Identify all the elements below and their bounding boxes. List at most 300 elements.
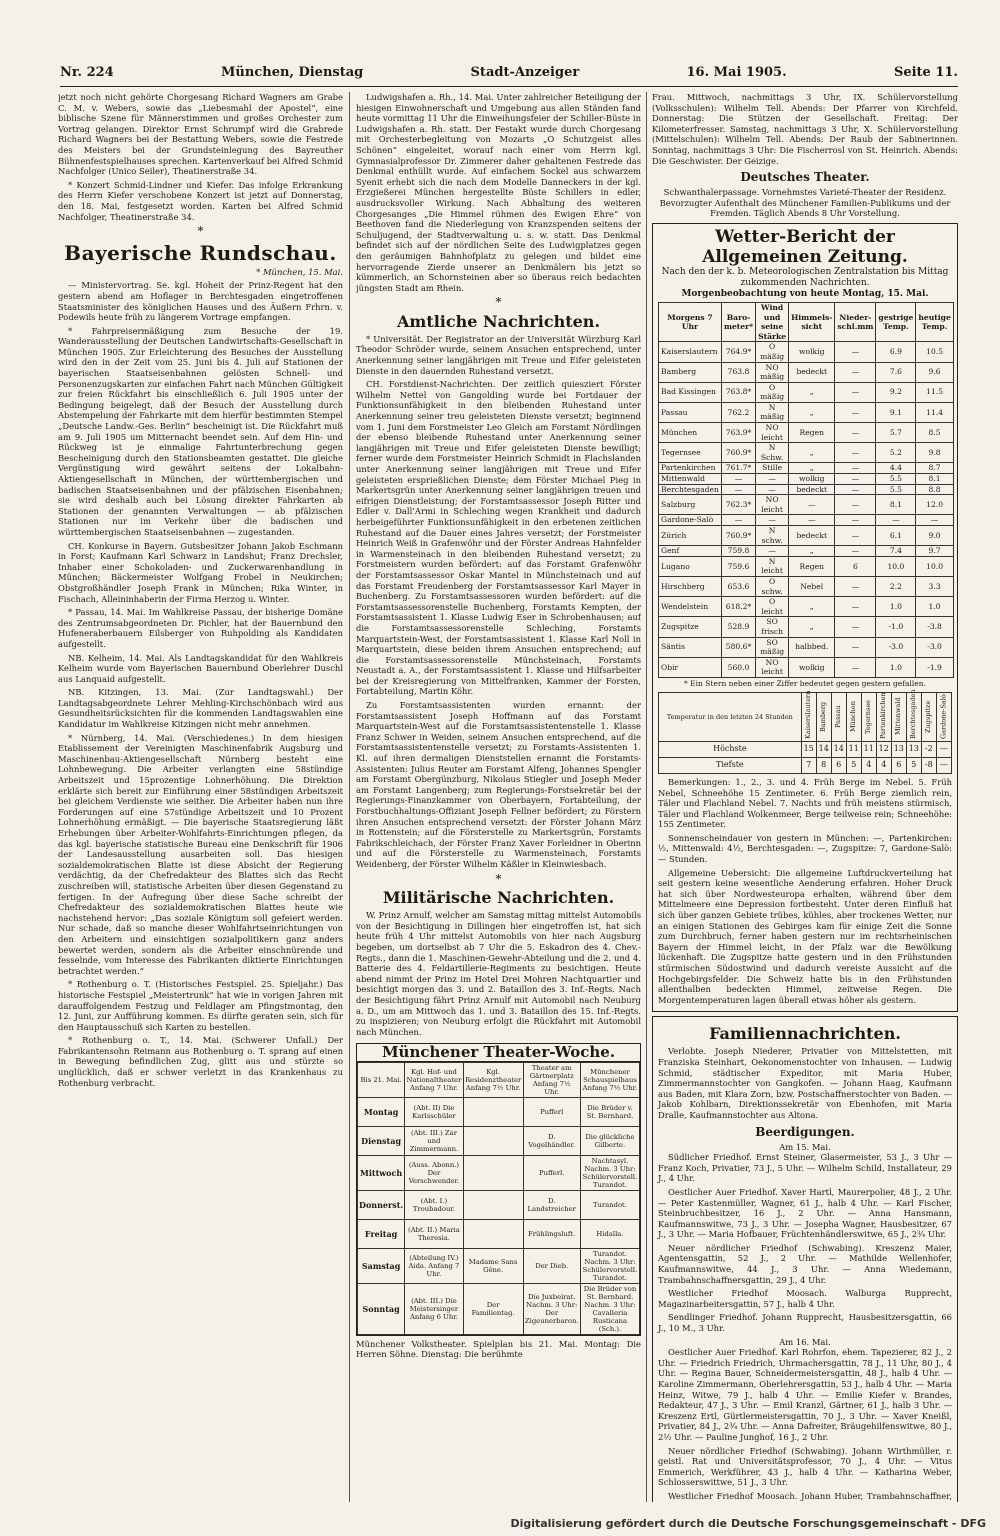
funerals-title: Beerdigungen. — [755, 1124, 855, 1139]
table-cell — [463, 1097, 523, 1126]
table-cell: 10.5 — [916, 342, 953, 362]
table-cell: Die Brüder von St. Bernhard. Nachm. 3 Uhr: Cavalleria Rusticana (Sch.). — [580, 1283, 639, 1334]
table-cell: „ — [789, 546, 835, 557]
table-cell: — — [835, 342, 876, 362]
table-cell: — — [835, 637, 876, 657]
table-cell: Temperatur in den letzten 24 Stunden — [659, 692, 802, 741]
table-cell: — — [835, 423, 876, 443]
article-text: Ludwigshafen a. Rh., 14. Mai. Unter zahlreicher Beteiligung der hiesigen Einwohnerschaft und Umgebung aus allen Ständen fand heute vormittag 11 Uhr die Einweihungsfeier der Schiller-Büste in Ludwigshafen a. Rh. statt. Der Festakt wurde durch Chorgesang mit Orchesterbegleitung von Mozarts „O Schutzgeist alles Schönen“ eingeleitet, worauf nach einer vom Herrn kgl. Gymnasialprofessor Dr. Zimmerer daher gehaltenen Festrede das Denkmal enthüllt wurde. Auf einfachem Sockel aus schwarzem Syenit erhebt sich die nach dem Modelle Danneckers in der kgl. Erzgießerei München hergestellte Büste Schillers in edler, ausdrucksvoller Wirkung. Nach Abhaltung des weiteren Chorgesanges „Die Himmel rühmen des Ewigen Ehre“ von Beethoven fand die Niederlegung von Kranzspenden seitens der Schuljugend, der Stadtverwaltung u. s. w. statt. Das Denkmal befindet sich auf der nördlichen Seite des Ludwigplatzes gegen den geräumigen Bahnhofplatz zu gelegen und bildet eine hervorragende Zierde unserer an Denkmälern bis jetzt so kümmerlich, an Schornsteinen aber so überaus reich bedachten jüngsten Stadt am Rhein. — [356, 92, 641, 293]
table-row — [358, 1283, 640, 1334]
table-cell: Regen — [789, 423, 835, 443]
table-header: gestrige Temp. — [876, 302, 916, 341]
table-cell: 763.9* — [721, 423, 755, 443]
table-cell: wolkig — [789, 657, 835, 677]
station-cell: Wendelstein — [659, 597, 722, 617]
weekday-cell: Donnerst. — [358, 1190, 405, 1219]
table-row — [358, 1155, 640, 1190]
table-cell: Die Brüder v. St. Bernhard. — [580, 1097, 639, 1126]
table-cell: 764.9* — [721, 342, 755, 362]
digitization-footer: Digitalisierung gefördert durch die Deutsche Forschungsgemeinschaft - DFG — [510, 1517, 986, 1530]
station-cell: Genf — [659, 546, 722, 557]
city-date: München, Dienstag — [221, 64, 364, 80]
article-text: * Passau, 14. Mai. Im Wahlkreise Passau, der bisherige Domäne des Zentrumsabgeordneten Dr. Pichler, hat der Bauernbund den Hufeneraberbauern Eilsberger von Ruhpolding als Kandidaten aufgestellt. — [58, 607, 343, 649]
table-cell: (Abt. I.) Troubadour. — [405, 1190, 463, 1219]
table-cell: Pufferl. — [523, 1155, 580, 1190]
table-cell: Hidalla. — [580, 1219, 639, 1248]
weather-subtitle: Nach den der k. b. Meteorologischen Zentralstation bis Mittag zukommenden Nachrichten. — [661, 266, 949, 288]
table-cell: — — [835, 597, 876, 617]
volkstheater-text: Münchener Volkstheater. Spielplan bis 21. Mai. Montag: Die Herren Söhne. Dienstag: Die berühmte — [356, 1338, 641, 1360]
table-cell: 10.0 — [916, 556, 953, 576]
table-row — [659, 382, 954, 402]
table-cell: 5.5 — [876, 484, 916, 495]
table-row — [659, 657, 954, 677]
table-cell: 12 — [876, 741, 891, 757]
table-cell: Der Dieb. — [523, 1248, 580, 1283]
table-cell: 653.6 — [721, 576, 755, 596]
table-header: Münchener Schauspielhaus Anfang 7½ Uhr. — [580, 1062, 639, 1097]
table-cell: — — [789, 495, 835, 515]
table-header: Kgl. Residenztheater Anfang 7½ Uhr. — [463, 1062, 523, 1097]
table-cell: — — [756, 546, 789, 557]
table-cell: Der Familientag. — [463, 1283, 523, 1334]
table-row — [659, 443, 954, 463]
station-cell: Partenkirchen — [659, 463, 722, 474]
station-cell: Bad Kissingen — [659, 382, 722, 402]
table-row — [659, 342, 954, 362]
table-row — [358, 1248, 640, 1283]
table-row — [659, 402, 954, 422]
table-cell: Die glückliche Gilberte. — [580, 1126, 639, 1155]
weather-overview: Allgemeine Uebersicht: Die allgemeine Luftdruckverteilung hat seit gestern keine wesentliche Aenderung erfahren. Hoher Druck hat sich über Nordwesteuropa erhalten, während über dem Mittelmeere eine Depression fortbesteht. Unter deren Einfluß hat sich über ganzen Gebiete trübes, kühles, aber trockenes Wetter, nur an einigen Stationen des Gebirges kam für einige Zeit die Sonne zum Durchbruch, ferner haben gestern nur im rechtsrheinischen Bayern der Himmel leicht, in der Pfalz war die Bewölkung lückenhaft. Die Zugspitze hatte gestern und in den Frühstunden stürmischen Südostwind und dadurch vereiste Aussicht auf die Hochgebirgsfelder. Die Schweiz hatte bis in den Frühstunden allenthalben bedeckten Himmel, zeitweise Regen. Die Morgentemperaturen lagen überall etwas höher als gestern. — [658, 867, 952, 1005]
separator-star: * — [197, 224, 204, 239]
table-cell: NO leicht — [756, 657, 789, 677]
table-cell: 14 — [816, 741, 831, 757]
table-cell: 760.9* — [721, 526, 755, 546]
table-cell: 8.1 — [876, 495, 916, 515]
table-cell: O leicht — [756, 597, 789, 617]
table-header: Himmels-sicht — [789, 302, 835, 341]
separator-star: * — [495, 871, 502, 886]
table-cell: 560.0 — [721, 657, 755, 677]
station-cell: Salzburg — [659, 495, 722, 515]
table-cell: 1.0 — [916, 597, 953, 617]
table-cell: 14 — [831, 741, 846, 757]
table-cell: 4 — [861, 757, 876, 773]
station-cell: Kaiserslautern — [659, 342, 722, 362]
table-cell: Pufferl — [523, 1097, 580, 1126]
table-cell: 8.5 — [916, 423, 953, 443]
station-cell: Passau — [659, 402, 722, 422]
table-cell: 9.1 — [876, 402, 916, 422]
table-cell: -3.0 — [876, 637, 916, 657]
family-news-title: Familiennachrichten. — [709, 1024, 901, 1044]
table-cell: bedeckt — [789, 362, 835, 382]
table-cell: 618.2* — [721, 597, 755, 617]
table-cell: 9.6 — [916, 362, 953, 382]
funeral-entry: Südlicher Friedhof. Ernst Steiner, Glasermeister, 53 J., 3 Uhr — Franz Koch, Privatier, 73 J., 5 Uhr. — Wilhelm Schild, Installateur, 29 J., 4 Uhr. — [658, 1152, 952, 1184]
article-text: CH. Forstdienst-Nachrichten. Der zeitlich quiesziert Förster Wilhelm Nettel von Gangolding wurde bei Fortdauer der Funktionsunfähigkeit in den bleibenden Ruhestand unter Anerkennung seiner treu geleisteten Dienste versetzt; beginnend vom 1. Juni dem Forstmeister Leo Gleich am Forstamt Nördlingen der ebenso bleibende Ruhestand unter Anerkennung seiner langjährigen mit Treue und Eifer geleisteten Dienste bewilligt; ferner wurde dem Forstmeister Heinrich Schmidt in Flachslanden unter Anerkennung seiner langjährigen mit Treue und Eifer geleisteten ersprießlichen Dienste; dem Förster Michael Pieg in Markertsgrün unter Anerkennung seiner langjährigen treuen und eifrigen Dienstleistung; der Forstamtsassessor Joseph Ritter und Edler v. Dall’Armi in Schleching wegen Krankheit und dadurch herbeigeführter Funktionsunfähigkeit in den erbetenen zeitlichen Ruhestand auf die Dauer eines Jahres versetzt; der Forstmeister Heinrich Weiß in Grafenwöhr und der Förster Andreas Hahnfelder in Warmensteinach in den bleibenden Ruhestand versetzt; zu Forstmeistern wurden befördert: auf das Forstamt Grafenwöhr der Forstamtsassessor Oskar Mantel in Münchsteinach und auf das Forstamt Freudenberg der Forstamtsassessor Karl Mayer in Buchenberg. Zu Forstamtsassessoren wurden befördert: auf die Forstamtsassessorenstelle Buchenberg, Forstamts Kempten, der Forstamtsassistent 1. Klasse Ludwig Eser in Schrobenhausen; auf die Forstamtsassessorenstelle Schleching, Forstamts Marquartstein-West, der Forstamtsassistent 1. Klasse Karl Noll in Marquartstein, diese beiden ihrem Ansuchen entsprechend; auf die Forstamtsassessorenstelle Münchsteinach, Forstamts Neustadt a. A., der Forstamtsassistent 1. Klasse und Hilfsarbeiter bei der Kreisregierung von Mittelfranken, Kammer der Forsten, Fortabteilung, Martin Köhr. — [356, 379, 641, 697]
table-cell: 7.6 — [876, 362, 916, 382]
table-header: Morgens 7 Uhr — [659, 302, 722, 341]
table-cell: D. Vogelhändler. — [523, 1126, 580, 1155]
table-cell: 8.1 — [916, 474, 953, 485]
station-cell: Zugspitze — [921, 692, 936, 741]
table-cell: „ — [789, 463, 835, 474]
table-row — [659, 576, 954, 596]
table-header: Theater am Gärtnerplatz Anfang 7½ Uhr. — [523, 1062, 580, 1097]
table-cell: — — [936, 741, 951, 757]
weather-table-body — [659, 342, 954, 678]
table-header: Bis 21. Mai. — [358, 1062, 405, 1097]
section-title-amtliche-nachrichten: Amtliche Nachrichten. — [396, 311, 601, 331]
table-cell: Stille — [756, 463, 789, 474]
table-header: Nieder-schl.mm — [835, 302, 876, 341]
station-cell: Mittenwald — [891, 692, 906, 741]
table-row — [659, 556, 954, 576]
table-cell: 7.4 — [876, 546, 916, 557]
funerals-date: Am 15. Mai. — [779, 1141, 831, 1152]
table-cell: N schw. — [756, 526, 789, 546]
date: 16. Mai 1905. — [686, 64, 787, 80]
table-row — [659, 423, 954, 443]
article-text: * Rothenburg o. T., 14. Mai. (Schwerer Unfall.) Der Fabrikantensohn Reimann aus Rothenburg o. T. sprang auf einen in Bewegung befindlichen Zug, glitt aus und stürzte so unglücklich, daß er schwer verletzt in das Krankenhaus zu Rothenburg verbracht. — [58, 1035, 343, 1088]
table-row — [358, 1190, 640, 1219]
table-row — [659, 741, 952, 757]
table-cell: (Abt. III.) Zar und Zimmermann. — [405, 1126, 463, 1155]
table-cell: 9.2 — [876, 382, 916, 402]
table-cell: 5 — [846, 757, 861, 773]
weather-table — [658, 302, 954, 678]
table-cell: — — [916, 515, 953, 526]
theater-week-box — [356, 1043, 641, 1336]
article-text: * Universität. Der Registrator an der Universität Würzburg Karl Theodor Schröder wurde, seinem Ansuchen entsprechend, unter Anerkennung seiner langjährigen mit Treue und Eifer geleisteten Dienste in den dauernden Ruhestand versetzt. — [356, 333, 641, 376]
table-cell: Nachtasyl. Nachm. 3 Uhr: Schülervorstell. Turandot. — [580, 1155, 639, 1190]
table-cell: O mäßig — [756, 382, 789, 402]
table-cell: 2.2 — [876, 576, 916, 596]
table-cell: 8.8 — [916, 484, 953, 495]
weekday-cell: Montag — [358, 1097, 405, 1126]
table-cell: 762.2 — [721, 402, 755, 422]
table-header: heutige Temp. — [916, 302, 953, 341]
weekday-cell: Freitag — [358, 1219, 405, 1248]
article-text: NB. Kelheim, 14. Mai. Als Landtagskandidat für den Wahlkreis Kelheim wurde vom Bayerischen Bauernbund Oberlehrer Duschl aus Lanquaid aufgestellt. — [58, 652, 343, 684]
station-cell: Kaiserslautern — [801, 692, 816, 741]
table-cell: Nebel — [789, 576, 835, 596]
table-cell: 11 — [861, 741, 876, 757]
table-cell: Regen — [789, 556, 835, 576]
table-cell: 762.3* — [721, 495, 755, 515]
table-row — [659, 495, 954, 515]
table-cell: 11.5 — [916, 382, 953, 402]
column-divider — [646, 92, 647, 1502]
station-cell: Bamberg — [659, 362, 722, 382]
table-row — [659, 546, 954, 557]
table-cell: — — [756, 484, 789, 495]
section-title-militaerische-nachrichten: Militärische Nachrichten. — [382, 888, 615, 908]
table-cell: -1.9 — [916, 657, 953, 677]
table-cell — [463, 1190, 523, 1219]
table-cell: 528.9 — [721, 617, 755, 637]
table-cell: — — [835, 484, 876, 495]
issue-number: Nr. 224 — [60, 64, 114, 80]
station-cell: München — [659, 423, 722, 443]
station-cell: Säntis — [659, 637, 722, 657]
table-cell: — — [835, 443, 876, 463]
engagements-text: Verlobte. Joseph Niederer, Privatier von Mittelstetten, mit Franziska Steinhart, Oekonomenstochter von Inhausen. — Ludwig Schmid, städtischer Expeditor, mit Maria Huber, Zimmermannstochter von Gangkofen. — Johann Haag, Kaufmann aus Baden, mit Klara Zorn, bzw. Postschaffnerstochter von Baden. — Jakob Kohlbarn, Direktionssekretär von Ebenhofen, mit Maria Dralle, Kaufmannstochter aus Altona. — [658, 1046, 952, 1120]
column-1 — [58, 92, 343, 1502]
table-cell: Turandot. — [580, 1190, 639, 1219]
table-cell: 6 — [891, 757, 906, 773]
table-cell: 4 — [876, 757, 891, 773]
table-row — [659, 362, 954, 382]
table-cell: 759.8 — [721, 546, 755, 557]
weather-note: * Ein Stern neben einer Ziffer bedeutet gegen gestern gefallen. — [684, 678, 926, 688]
table-cell: 763.8 — [721, 362, 755, 382]
theater-table — [357, 1062, 640, 1335]
station-cell: München — [846, 692, 861, 741]
station-cell: Bamberg — [816, 692, 831, 741]
station-cell: Obir — [659, 657, 722, 677]
funeral-entry: Westlicher Friedhof Moosach. Walburga Rupprecht, Magazinarbeitersgattin, 57 J., halb 4 Uhr. — [658, 1288, 952, 1309]
table-cell: wolkig — [789, 342, 835, 362]
table-row — [659, 463, 954, 474]
table-cell: 5 — [906, 757, 921, 773]
table-row — [659, 597, 954, 617]
table-cell: O schw. — [756, 576, 789, 596]
table-cell: NO leicht — [756, 423, 789, 443]
weekday-cell: Sonntag — [358, 1283, 405, 1334]
table-cell: (Auss. Abonn.) Der Verschwender. — [405, 1155, 463, 1190]
table-cell: 1.0 — [876, 597, 916, 617]
table-cell: 8 — [816, 757, 831, 773]
article-text: * Rothenburg o. T. (Historisches Festspiel. 25. Spieljahr.) Das historische Festspiel „Meistertrunk“ hat wie in vorigen Jahren mit darauffolgendem Festzug und Feldlager am Pfingstmontag, den 12. Juni, zur Aufführung kommen. Es dürfte geraten sein, sich für den Hauptausschuß sich Karten zu bestellen. — [58, 979, 343, 1032]
header-rule — [60, 86, 958, 87]
station-cell: Tegernsee — [659, 443, 722, 463]
table-cell — [463, 1155, 523, 1190]
table-cell: „ — [789, 597, 835, 617]
article-text: — Ministervortrag. Se. kgl. Hoheit der Prinz-Regent hat den gestern abend am Hoflager in Berchtesgaden eingetroffenen Staatsminister des königlichen Hauses und des Äußern Frhrn. v. Podewils heute früh zu längerem Vortrage empfangen. — [58, 280, 343, 323]
deutsches-theater-title: Deutsches Theater. — [740, 170, 870, 185]
table-cell: 1.0 — [876, 657, 916, 677]
article-text: * Fahrpreisermäßigung zum Besuche der 19. Wanderausstellung der Deutschen Landwirtschafts-Gesellschaft in München 1905. Zur Erleichterung des Besuches der Ausstellung wird den in der Zeit vom 25. Juni bis 4. Juli auf Stationen der bayerischen Staatseisenbahnen gelösten Schnell- und Personenzugskarten zur einfachen Fahrt nach München Gültigkeit zur freien Rückfahrt bis einschließlich 6. Juli 1905 unter der Bedingung beigelegt, daß der Besuch der Ausstellung durch Abstempelung der Fahrkarte mit dem hierfür bestimmten Stempel „Deutsche Landw.-Ges. Berlin“ bescheinigt ist. Die Rückfahrt muß am 9. Juli 1905 um Mitternacht beendet sein. Auf dem Hin- und Rückweg ist je einmalige Fahrtunterbrechung gegen Bescheinigung durch den Stationsbeamten gestattet. Die gleiche Vergünstigung wird gewährt seitens der Lokalbahn-Aktiengesellschaft in München, der württembergischen und badischen Staatseisenbahnen und der pfälzischen Eisenbahnen; sie wird deshalb auch bei Lösung direkter Fahrkarten ab Stationen der genannten Verwaltungen — ab pfälzischen Stationen nur im Verkehr über die badischen und württembergischen Staatseisenbahnen — zugestanden. — [58, 325, 343, 537]
weather-sunshine: Sonnenscheindauer von gestern in München: —, Partenkirchen: ½, Mittenwald: 4½, Berchtesgaden: —, Zugspitze: 7, Gardone-Salò: — Stunden. — [658, 832, 952, 865]
table-row — [659, 757, 952, 773]
table-cell: 3.3 — [916, 576, 953, 596]
deutsches-theater-text: Schwanthalerpassage. Vornehmstes Varieté-Theater der Residenz. Bevorzugter Aufenthalt des Münchener Familien-Publikums und der Fremden. Täglich Abends 8 Uhr Vorstellung. — [659, 187, 951, 219]
table-cell: — — [835, 495, 876, 515]
funeral-entry: Neuer nördlicher Friedhof (Schwabing). Johann Wirthmüller, r. geistl. Rat und Universitätsprofessor, 70 J., 4 Uhr. — Vitus Emmerich, Werkführer, 43 J., halb 4 Uhr. — Katharina Weber, Schlosserswittwe, 51 J., 3 Uhr. — [658, 1445, 952, 1488]
table-cell: 4.4 — [876, 463, 916, 474]
table-cell: wolkig — [789, 474, 835, 485]
table-row — [659, 617, 954, 637]
table-cell: — — [835, 546, 876, 557]
table-header: Kgl. Hof- und Nationaltheater Anfang 7 Uhr. — [405, 1062, 463, 1097]
table-cell: SO mäßig — [756, 637, 789, 657]
table-cell: — — [835, 463, 876, 474]
table-cell: — — [876, 515, 916, 526]
table-cell: Turandot. Nachm. 3 Uhr: Schülervorstell. Turandot. — [580, 1248, 639, 1283]
table-cell: O mäßig — [756, 342, 789, 362]
weather-morning-label: Morgenbeobachtung von heute Montag, 15. Mai. — [681, 288, 929, 299]
table-cell: — — [789, 515, 835, 526]
station-cell: Gardone-Salò — [936, 692, 951, 741]
funeral-entry: Oestlicher Auer Friedhof. Karl Rohrfon, ehem. Tapezierer, 82 J., 2 Uhr. — Friedrich Friedrich, Uhrmachersgattin, 78 J., 11 Uhr, 80 J., 4 Uhr. — Regina Bauer, Schneidermeistersgattin, 48 J., halb 4 Uhr. — Karoline Zimmermann, Oberlehrersgattin, 53 J., halb 4 Uhr. — Maria Heinz, Witwe, 79 J., halb 4 Uhr. — Emilie Kiefer v. Brandes, Redakteur, 47 J., 3 Uhr. — Emil Kranzl, Gärtner, 61 J., halb 3 Uhr. — Kreszenz Ertl, Gürtlermeistersgattin, 70 J., 3 Uhr. — Xaver Kneißl, Privatier, 84 J., 2¾ Uhr. — Anna Dafreiter, Bräugehilfenswitwe, 80 J., 2½ Uhr. — Pauline Junghof, 16 J., 2 Uhr. — [658, 1347, 952, 1442]
funerals-date: Am 16. Mai. — [779, 1336, 831, 1347]
theater-week-title: Münchener Theater-Woche. — [357, 1044, 640, 1062]
table-cell: 8.7 — [916, 463, 953, 474]
table-cell: „ — [789, 443, 835, 463]
table-cell: 5.5 — [876, 474, 916, 485]
table-cell: 759.6 — [721, 556, 755, 576]
table-cell: — — [835, 576, 876, 596]
table-cell: -1.0 — [876, 617, 916, 637]
station-cell: Berchtesgaden — [659, 484, 722, 495]
table-cell: 13 — [906, 741, 921, 757]
table-cell: — — [721, 515, 755, 526]
table-cell: D. Landstreicher — [523, 1190, 580, 1219]
weather-title: Wetter-Bericht der Allgemeinen Zeitung. — [702, 226, 908, 267]
weekday-cell: Mittwoch — [358, 1155, 405, 1190]
table-cell: -3.8 — [916, 617, 953, 637]
table-cell: Frühlingsluft. — [523, 1219, 580, 1248]
page-number: Seite 11. — [893, 64, 958, 80]
table-cell — [463, 1219, 523, 1248]
table-cell: „ — [789, 402, 835, 422]
table-header: Baro-meter* — [721, 302, 755, 341]
column-divider — [349, 92, 350, 1502]
table-cell: halbbed. — [789, 637, 835, 657]
funeral-entry: Westlicher Friedhof Moosach. Johann Huber, Trambahnschaffner, — [668, 1490, 952, 1501]
station-cell: Zugspitze — [659, 617, 722, 637]
table-cell: 9.7 — [916, 546, 953, 557]
station-cell: Zürich — [659, 526, 722, 546]
table-cell: — — [721, 484, 755, 495]
table-cell: (Abt. II) Die Karlsschüler — [405, 1097, 463, 1126]
station-cell: Partenkirchen — [876, 692, 891, 741]
station-cell: Tegernsee — [861, 692, 876, 741]
table-cell: 13 — [891, 741, 906, 757]
table-cell: — — [936, 757, 951, 773]
table-cell: 11.4 — [916, 402, 953, 422]
table-row — [358, 1097, 640, 1126]
table-cell: 6 — [835, 556, 876, 576]
dateline: * München, 15. Mai. — [256, 266, 343, 277]
article-text: * Konzert Schmid-Lindner und Kiefer. Das infolge Erkrankung des Herrn Kiefer verschobene Konzert ist jetzt auf Donnerstag, den 18. Mai, festgesetzt worden. Karten bei Alfred Schmid Nachfolger, Theatinerstraße 34. — [58, 179, 343, 222]
weather-report-box — [652, 223, 958, 1012]
table-cell: 6 — [831, 757, 846, 773]
weather-remarks: Bemerkungen: 1., 2., 3. und 4. Früh Berge im Nebel. 5. Früh Nebel, Schneehöhe 15 Zentimeter. 6. Früh Berge ziemlich rein, Täler und Flachland Nebel. 7. Nachts und früh meistens stürmisch, Täler und Flachland Wolkenmeer, Berge teilweise rein; Schneehöhe: 155 Zentimeter. — [658, 776, 952, 830]
table-cell: „ — [789, 382, 835, 402]
table-cell: 580.6* — [721, 637, 755, 657]
table-cell: — — [756, 474, 789, 485]
table-cell: 761.7* — [721, 463, 755, 474]
weekday-cell: Dienstag — [358, 1126, 405, 1155]
table-cell: (Abteilung IV.) Aida. Anfang 7 Uhr. — [405, 1248, 463, 1283]
table-cell: — — [835, 474, 876, 485]
table-cell: N Schw. — [756, 443, 789, 463]
table-cell: 7 — [801, 757, 816, 773]
article-text: jetzt noch nicht gehörte Chorgesang Richard Wagners am Grabe C. M. v. Webers, sowie das „Liebesmahl der Apostel“, eine biblische Szene für Männerstimmen und großes Orchester zum Vortrag gelangen. Direktor Ernst Schrumpf wird die Grabrede Richard Wagners bei der Bestattung Webers, sowie die Festrede des Meisters bei der Grundsteinlegung des Bayreuther Bühnenfestspielhauses sprechen. Kartenverkauf bei Alfred Schmid Nachfolger (Unico Seiler), Theatinerstraße 34. — [58, 92, 343, 177]
table-row — [659, 637, 954, 657]
temperature-extremes-table — [658, 692, 952, 774]
station-cell: Mittenwald — [659, 474, 722, 485]
table-cell: N leicht — [756, 556, 789, 576]
table-cell: Die Juxbeirat. Nachm. 3 Uhr: Der Zigeunerbaron. — [523, 1283, 580, 1334]
table-cell: 12.0 — [916, 495, 953, 515]
station-cell: Hirschberg — [659, 576, 722, 596]
table-cell: -2 — [921, 741, 936, 757]
table-cell: -3.0 — [916, 637, 953, 657]
table-cell: — — [721, 474, 755, 485]
column-3 — [652, 92, 958, 1502]
table-cell: — — [835, 617, 876, 637]
weekday-cell: Samstag — [358, 1248, 405, 1283]
separator-star: * — [495, 295, 502, 310]
table-cell: bedeckt — [789, 526, 835, 546]
page-header — [60, 62, 958, 82]
table-row — [659, 526, 954, 546]
table-cell: 10.0 — [876, 556, 916, 576]
table-cell: (Abt. III.) Die Meistersinger Anfang 6 Uhr. — [405, 1283, 463, 1334]
table-row — [659, 484, 954, 495]
table-cell: Madame Sans Gêne. — [463, 1248, 523, 1283]
funeral-entry: Oestlicher Auer Friedhof. Xaver Hartl, Maurerpolier, 48 J., 2 Uhr. — Peter Kastenmüller, Wagner, 61 J., halb 4 Uhr. — Karl Fischer, Steinbruchbesitzer, 16 J., 2 Uhr. — Anna Hansmann, Kaufmannswitwe, 73 J., 3 Uhr. — Josepha Wagner, Hausbesitzer, 67 J., 3 Uhr. — Maria Hofbauer, Früchtenhändlerswitwe, 65 J., 2¾ Uhr. — [658, 1186, 952, 1240]
table-cell: -8 — [921, 757, 936, 773]
station-cell: Lugano — [659, 556, 722, 576]
table-cell: 6.9 — [876, 342, 916, 362]
table-cell: — — [835, 362, 876, 382]
table-cell: N mäßig — [756, 402, 789, 422]
table-row — [659, 474, 954, 485]
table-cell: NO mäßig — [756, 362, 789, 382]
table-cell: 11 — [846, 741, 861, 757]
table-cell: — — [835, 382, 876, 402]
table-cell: 760.9* — [721, 443, 755, 463]
table-cell: (Abt. II.) Maria Theresia. — [405, 1219, 463, 1248]
article-text: NB. Kitzingen, 13. Mai. (Zur Landtagswahl.) Der Landtagsabgeordnete Lehrer Mehling-Kirchschönbach wird aus Gesundheitsrücksichten für die kommenden Landtagswahlen eine Kandidatur im Wahlkreise Kitzingen nicht mehr annehmen. — [58, 687, 343, 730]
table-row — [659, 515, 954, 526]
section-title-bayerische-rundschau: Bayerische Rundschau. — [64, 240, 337, 265]
table-row — [358, 1219, 640, 1248]
article-text: * Nürnberg, 14. Mai. (Verschiedenes.) In dem hiesigen Etablissement der Vereinigten Maschinenfabrik Augsburg und Maschinenbau-Aktiengesellschaft Nürnberg besteht eine Lohnbewegung. Die Arbeiter verlangten eine 58stündige Arbeitszeit und 15prozentige Lohnerhöhung. Die Direktion erklärte sich bereit zur Einführung einer 58stündigen Arbeitszeit bei gleichem Verdienste wie seither. Die Arbeiter haben nun ihre Forderungen auf eine 57stündige Arbeitszeit und 10 Prozent Lohnerhöhung ermäßigt. — Die bayerische Staatsregierung läßt Erhebungen über Arbeiter-Wohlfahrts-Einrichtungen pflegen, da das kgl. bayerische statistische Bureau eine Denkschrift für 1906 der Landesausstellung ausarbeiten soll. Das hiesigen sozialdemokratischen Blatte ist diese Absicht der Regierung verdächtig, da der Chefredakteur des Blattes sich das Recht zuschreiben will, statistische Arbeiten über diesen Gegenstand zu fertigen. In der Aufregung über diese Sache schreibt der Chefredakteur des sozialdemokratischen Blattes heute wie nachstehend hervor: „Das soziale Königtum soll gefeiert werden. Nur schade, daß so manche dieser Wohlfahrtseinrichtungen von den Arbeitern und einsichtigen sozialpolitikern ganz anders bewertet werden, sondern als die Arbeiter einschnürende und fesselnde, vom Interesse des Fabrikanten diktierte Einrichtungen betrachtet werden.“ — [58, 732, 343, 976]
table-header: Wind und seine Stärke — [756, 302, 789, 341]
station-cell: Passau — [831, 692, 846, 741]
article-text: Frau. Mittwoch, nachmittags 3 Uhr, IX. Schülervorstellung (Volksschulen): Wilhelm Tell. Abends: Der Pfarrer von Kirchfeld. Donnerstag: Die Stützen der Gesellschaft. Freitag: Der Kilometerfresser. Samstag, nachmittags 3 Uhr, X. Schülervorstellung (Mittelschulen): Wilhelm Tell. Abends: Der Raub der Sabinerinnen. Sonntag, nachmittags 3 Uhr: Die Fischerrosl von St. Heinrich. Abends: Die Geschwister. Der Geizige. — [652, 92, 958, 166]
table-cell: 6.1 — [876, 526, 916, 546]
table-row — [659, 692, 952, 741]
table-cell: 9.0 — [916, 526, 953, 546]
table-cell: 9.8 — [916, 443, 953, 463]
station-cell: Berchtesgaden — [906, 692, 921, 741]
article-text: W. Prinz Arnulf, welcher am Samstag mittag mittelst Automobils von der Besichtigung in Dillingen hier eingetroffen ist, hat sich heute früh 4 Uhr mittelst Automobils von hier nach Augsburg begeben, um dortselbst ab 7 Uhr die 5. Eskadron des 4. Chev.-Regts., dann die 1. Maschinen-Gewehr-Abteilung und die 2. und 4. Batterie des 4. Feldartillerie-Regiments zu besichtigen. Heute abend nimmt der Prinz im Hotel Drei Mohren Nachtquartier und besichtigt morgen das 3. und 2. Bataillon des 3. Inf.-Regts. Nach der Besichtigung fährt Prinz Arnulf mit Automobil nach Neuburg a. D., um am Mittwoch das 1. und 3. Bataillon des 15. Inf.-Regts. zu inspizieren; von Neuburg erfolgt die Rückfahrt mit Automobil nach München. — [356, 910, 641, 1037]
table-cell: — — [835, 402, 876, 422]
table-cell: 763.8* — [721, 382, 755, 402]
table-cell: NO leicht — [756, 495, 789, 515]
column-2 — [356, 92, 641, 1502]
section-name: Stadt-Anzeiger — [470, 64, 580, 80]
article-text: Zu Forstamtsassistenten wurden ernannt: der Forstamtsassistent Joseph Hoffmann auf das Forstamt Marquartstein-West auf die Forstamtsassistentenstelle 1. Klasse Franz Schwer in Weiden, seinem Ansuchen entsprechend, auf die Forstamtsassistentenstelle versetzt; zu Forstamts-Assistenten 1. Kl. auf ihren dermaligen Dienststellen ernannt die Forstamts-Assistenten: Julius Reuter am Forstamt Alfeng, Johannes Spengler am Forstamt Obergünzburg, Nikolaus Stiegler und Joseph Meder am Forstamt Langenberg; zum Regierungs-Forstsekretär bei der Regierungs-Finanzkammer von Oberbayern, Fortabteilung, der Forstbuchhaltungs-Offiziant Joseph Fellner befördert; zu Förstern ihren Ansuchen entsprechend versetzt: der Förster Johann März in Rottenstein; auf die Försterstelle zu Markertsgrün, Forstamts Fabrikschleichach, der Förster Franz Xaver Forleidner in Oberinn und auf die Försterstelle zu Warmensteinach, Forstamts Weidenberg, der Förster Wilhelm Käßler in Kleinwiesbach. — [356, 700, 641, 869]
table-row — [358, 1126, 640, 1155]
table-cell: 5.7 — [876, 423, 916, 443]
station-cell: Gardone-Salò — [659, 515, 722, 526]
table-cell: — — [835, 657, 876, 677]
table-cell: — — [835, 515, 876, 526]
funeral-entry: Sendlinger Friedhof. Johann Rupprecht, Hausbesitzersgattin, 66 J., 10 M., 3 Uhr. — [658, 1312, 952, 1334]
table-cell — [463, 1126, 523, 1155]
funeral-entry: Neuer nördlicher Friedhof (Schwabing). Kreszenz Maier, Agentensgattin, 52 J., 2 Uhr. — Mathilde Wellenhofer, Kaufmannswitwe, 44 J., 3 Uhr. — Anna Wiedemann, Trambahnschaffnersgattin, 29 J., 4 Uhr. — [658, 1242, 952, 1285]
temperature-extremes-body — [659, 692, 952, 773]
